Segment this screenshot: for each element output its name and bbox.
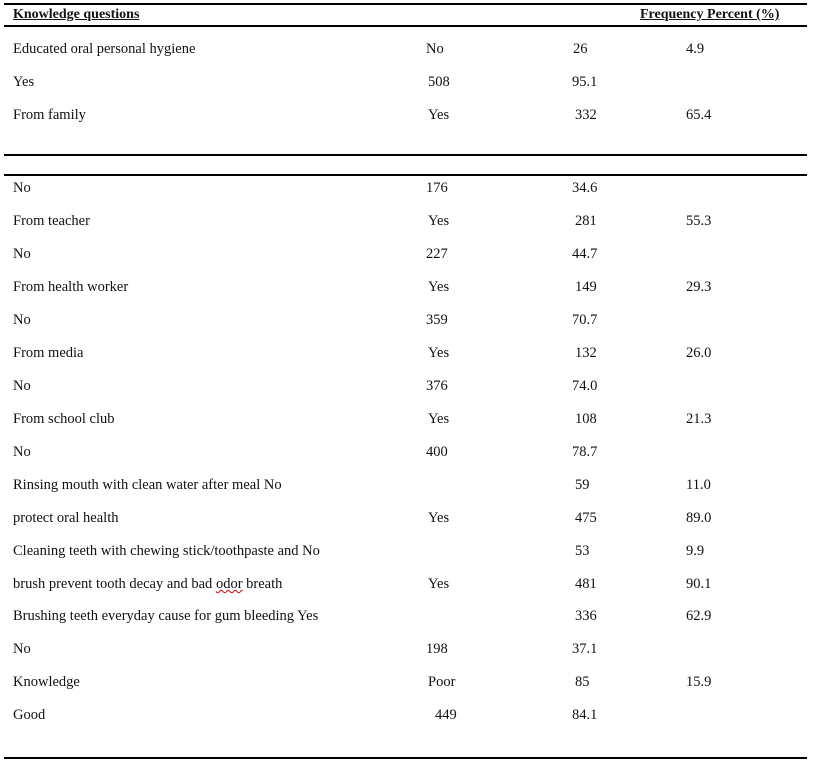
- cell-question: Educated oral personal hygiene: [13, 41, 196, 57]
- cell-question: No: [13, 641, 31, 657]
- table-row: [0, 312, 813, 332]
- cell-frequency: 95.1: [572, 74, 598, 90]
- cell-percent: 15.9: [686, 674, 712, 690]
- table-row: [0, 608, 813, 628]
- cell-response: Yes: [428, 107, 450, 123]
- table-row: [0, 246, 813, 266]
- cell-question: Brushing teeth everyday cause for gum bleeding Yes: [13, 608, 319, 624]
- cell-response: 508: [428, 74, 450, 90]
- section-rule: [4, 154, 807, 156]
- spellcheck-word: odor: [215, 576, 243, 592]
- cell-response: 176: [426, 180, 448, 196]
- cell-question: No: [13, 444, 31, 460]
- cell-frequency: 59: [575, 477, 590, 493]
- cell-percent: 90.1: [686, 576, 712, 592]
- cell-response: 400: [426, 444, 448, 460]
- cell-question: Rinsing mouth with clean water after meal No: [13, 477, 282, 493]
- cell-percent: 26.0: [686, 345, 712, 361]
- cell-question: protect oral health: [13, 510, 119, 526]
- table-row: [0, 279, 813, 299]
- cell-response: Yes: [428, 279, 450, 295]
- cell-question-part: breath: [242, 576, 283, 592]
- cell-response: Yes: [428, 510, 450, 526]
- cell-question: [13, 576, 282, 593]
- cell-frequency: 78.7: [572, 444, 598, 460]
- cell-frequency: 85: [575, 674, 590, 690]
- cell-question: No: [13, 180, 31, 196]
- cell-percent: 65.4: [686, 107, 712, 123]
- table-row: [0, 543, 813, 563]
- cell-percent: 21.3: [686, 411, 712, 427]
- cell-frequency: 149: [575, 279, 597, 295]
- cell-question: Yes: [13, 74, 35, 90]
- cell-question: From health worker: [13, 279, 129, 295]
- cell-response: 359: [426, 312, 448, 328]
- table-row: [0, 477, 813, 497]
- table-top-rule: [4, 3, 807, 5]
- cell-frequency: 108: [575, 411, 597, 427]
- cell-response: Poor: [428, 674, 456, 690]
- cell-question: From teacher: [13, 213, 90, 229]
- cell-question: No: [13, 312, 31, 328]
- header-rule: [4, 25, 807, 27]
- table-row: [0, 213, 813, 233]
- table-row: [0, 674, 813, 694]
- table-row: [0, 707, 813, 727]
- cell-frequency: 37.1: [572, 641, 598, 657]
- cell-frequency: 84.1: [572, 707, 598, 723]
- cell-question: Knowledge: [13, 674, 80, 690]
- cell-percent: 29.3: [686, 279, 712, 295]
- header-frequency-percent: Frequency Percent (%): [640, 7, 780, 22]
- cell-frequency: 26: [573, 41, 588, 57]
- cell-response: Yes: [428, 213, 450, 229]
- cell-response: 449: [435, 707, 457, 723]
- cell-response: 227: [426, 246, 448, 262]
- cell-response: Yes: [428, 576, 450, 592]
- cell-question: No: [13, 246, 31, 262]
- cell-question: From school club: [13, 411, 115, 427]
- cell-percent: 89.0: [686, 510, 712, 526]
- cell-question: From family: [13, 107, 86, 123]
- table-bottom-rule: [4, 757, 807, 759]
- cell-frequency: 53: [575, 543, 590, 559]
- table-row: [0, 378, 813, 398]
- cell-frequency: 281: [575, 213, 597, 229]
- cell-percent: 9.9: [686, 543, 705, 559]
- cell-question: From media: [13, 345, 84, 361]
- table-row: [0, 444, 813, 464]
- cell-frequency: 70.7: [572, 312, 598, 328]
- cell-frequency: 34.6: [572, 180, 598, 196]
- cell-response: Yes: [428, 411, 450, 427]
- section-rule: [4, 174, 807, 176]
- table-row: [0, 641, 813, 661]
- cell-response: 376: [426, 378, 448, 394]
- cell-response: Yes: [428, 345, 450, 361]
- cell-percent: 4.9: [686, 41, 705, 57]
- cell-response: 198: [426, 641, 448, 657]
- table-row: [0, 74, 813, 94]
- cell-response: No: [426, 41, 444, 57]
- cell-frequency: 336: [575, 608, 597, 624]
- cell-question: Good: [13, 707, 46, 723]
- cell-percent: 11.0: [686, 477, 711, 493]
- table-row: [0, 576, 813, 596]
- cell-frequency: 44.7: [572, 246, 598, 262]
- cell-question-part: brush prevent tooth decay and bad: [13, 576, 216, 592]
- table-row: [0, 510, 813, 530]
- table-row: [0, 345, 813, 365]
- cell-frequency: 475: [575, 510, 597, 526]
- cell-percent: 55.3: [686, 213, 712, 229]
- table-row: [0, 411, 813, 431]
- cell-percent: 62.9: [686, 608, 712, 624]
- table-row: [0, 41, 813, 61]
- cell-frequency: 74.0: [572, 378, 598, 394]
- cell-question: Cleaning teeth with chewing stick/toothpaste and No: [13, 543, 320, 559]
- table-row: [0, 180, 813, 200]
- header-knowledge-questions: Knowledge questions: [13, 7, 140, 22]
- cell-frequency: 481: [575, 576, 597, 592]
- cell-question: No: [13, 378, 31, 394]
- cell-frequency: 332: [575, 107, 597, 123]
- table-row: [0, 107, 813, 127]
- cell-frequency: 132: [575, 345, 597, 361]
